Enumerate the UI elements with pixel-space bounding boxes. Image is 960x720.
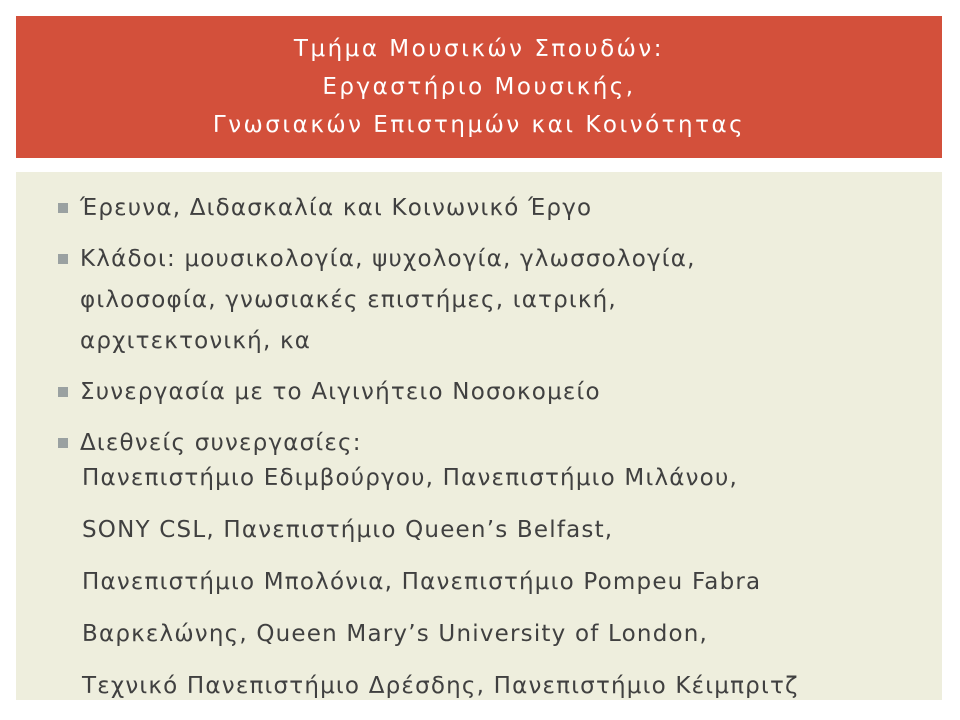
square-bullet-icon <box>58 438 68 448</box>
bullet-line: φιλοσοφία, γνωσιακές επιστήμες, ιατρική, <box>80 287 617 313</box>
bullet-item <box>56 239 936 362</box>
bullet-text <box>80 188 936 229</box>
collaboration-line: Πανεπιστήμιο Μπολόνια, Πανεπιστήμιο Pompeu Fabra <box>82 569 762 595</box>
bullet-text <box>80 372 936 413</box>
collaboration-list <box>82 452 942 712</box>
bullet-line: αρχιτεκτονική, κα <box>80 328 312 354</box>
slide-title <box>213 30 745 144</box>
collaboration-line: Πανεπιστήμιο Εδιμβούργου, Πανεπιστήμιο Μιλάνου, <box>82 465 738 491</box>
bullet-line: Συνεργασία με το Αιγινήτειο Νοσοκομείο <box>80 379 601 405</box>
collaboration-line: Βαρκελώνης, Queen Mary’s University of London, <box>82 621 709 647</box>
bullet-text <box>80 239 936 362</box>
bullet-list <box>56 188 936 474</box>
title-banner <box>16 16 942 158</box>
square-bullet-icon <box>58 254 68 264</box>
title-line: Γνωσιακών Επιστημών και Κοινότητας <box>212 112 746 138</box>
bullet-line: Έρευνα, Διδασκαλία και Κοινωνικό Έργο <box>80 195 593 221</box>
square-bullet-icon <box>58 203 68 213</box>
bullet-item <box>56 188 936 229</box>
content-panel <box>16 172 942 700</box>
square-bullet-icon <box>58 387 68 397</box>
bullet-line: Κλάδοι: μουσικολογία, ψυχολογία, γλωσσολογία, <box>80 246 696 272</box>
bullet-item <box>56 372 936 413</box>
collaboration-line: Τεχνικό Πανεπιστήμιο Δρέσδης, Πανεπιστήμιο Κέιμπριτζ <box>82 673 799 699</box>
collaboration-line: SONY CSL, Πανεπιστήμιο Queen’s Belfast, <box>82 517 614 543</box>
bullet-line: Διεθνείς συνεργασίες: <box>80 430 362 456</box>
title-line: Τμήμα Μουσικών Σπουδών: <box>293 36 665 62</box>
title-line: Εργαστήριο Μουσικής, <box>322 74 636 100</box>
